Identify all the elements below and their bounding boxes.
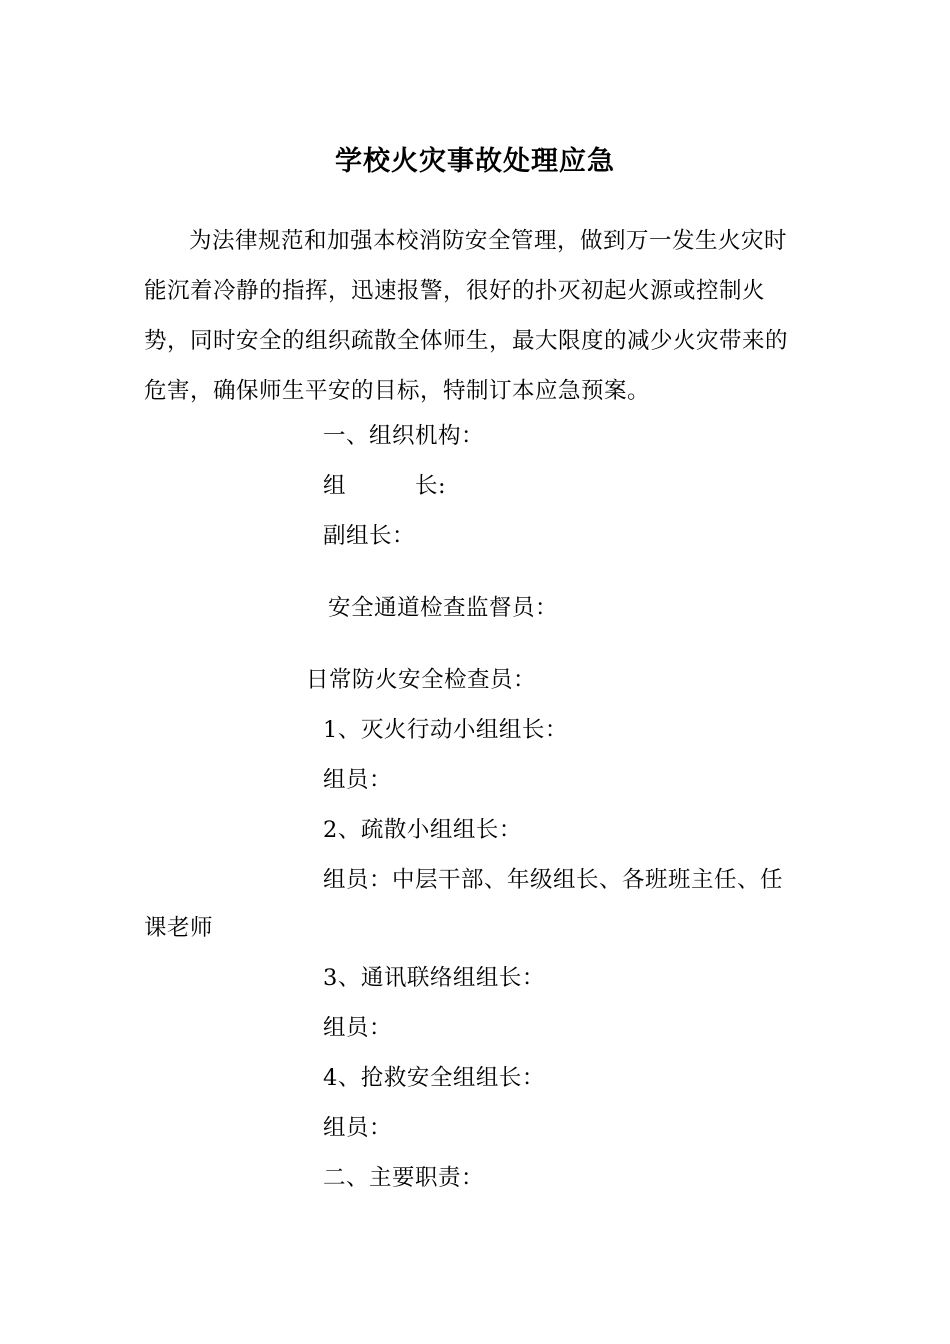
deputy-leader-label: 副组长： bbox=[323, 523, 416, 549]
document-title: 学校火灾事故处理应急 bbox=[335, 146, 615, 177]
rescue-team-members-label: 组员： bbox=[323, 1115, 393, 1141]
safety-passage-inspector-label: 安全通道检查监督员： bbox=[328, 595, 559, 621]
evacuation-team-members-continued: 课老师 bbox=[144, 915, 214, 941]
evacuation-team-leader-label: 2、疏散小组组长： bbox=[323, 817, 522, 843]
section-1-heading: 一、组织机构： bbox=[323, 423, 485, 449]
section-2-heading: 二、主要职责： bbox=[323, 1165, 485, 1191]
leader-label: 组 长: bbox=[323, 473, 447, 499]
evacuation-team-members-label: 组员：中层干部、年级组长、各班班主任、任 bbox=[323, 867, 784, 893]
communication-team-members-label: 组员： bbox=[323, 1015, 393, 1041]
communication-team-leader-label: 3、通讯联络组组长： bbox=[323, 965, 545, 991]
intro-paragraph: 为法律规范和加强本校消防安全管理，做到万一发生火灾时能沉着冷静的指挥，迅速报警，很好的扑灭初起火源或控制火势，同时安全的组织疏散全体师生，最大限度的减少火灾带来的危害，确保师生平安的目标，特制订本应急预案。 bbox=[144, 228, 789, 404]
rescue-team-leader-label: 4、抢救安全组组长： bbox=[323, 1065, 545, 1091]
fire-team-members-label: 组员： bbox=[323, 767, 393, 793]
fire-team-leader-label: 1、灭火行动小组组长： bbox=[323, 717, 568, 743]
daily-fire-inspector-label: 日常防火安全检查员： bbox=[306, 667, 537, 693]
